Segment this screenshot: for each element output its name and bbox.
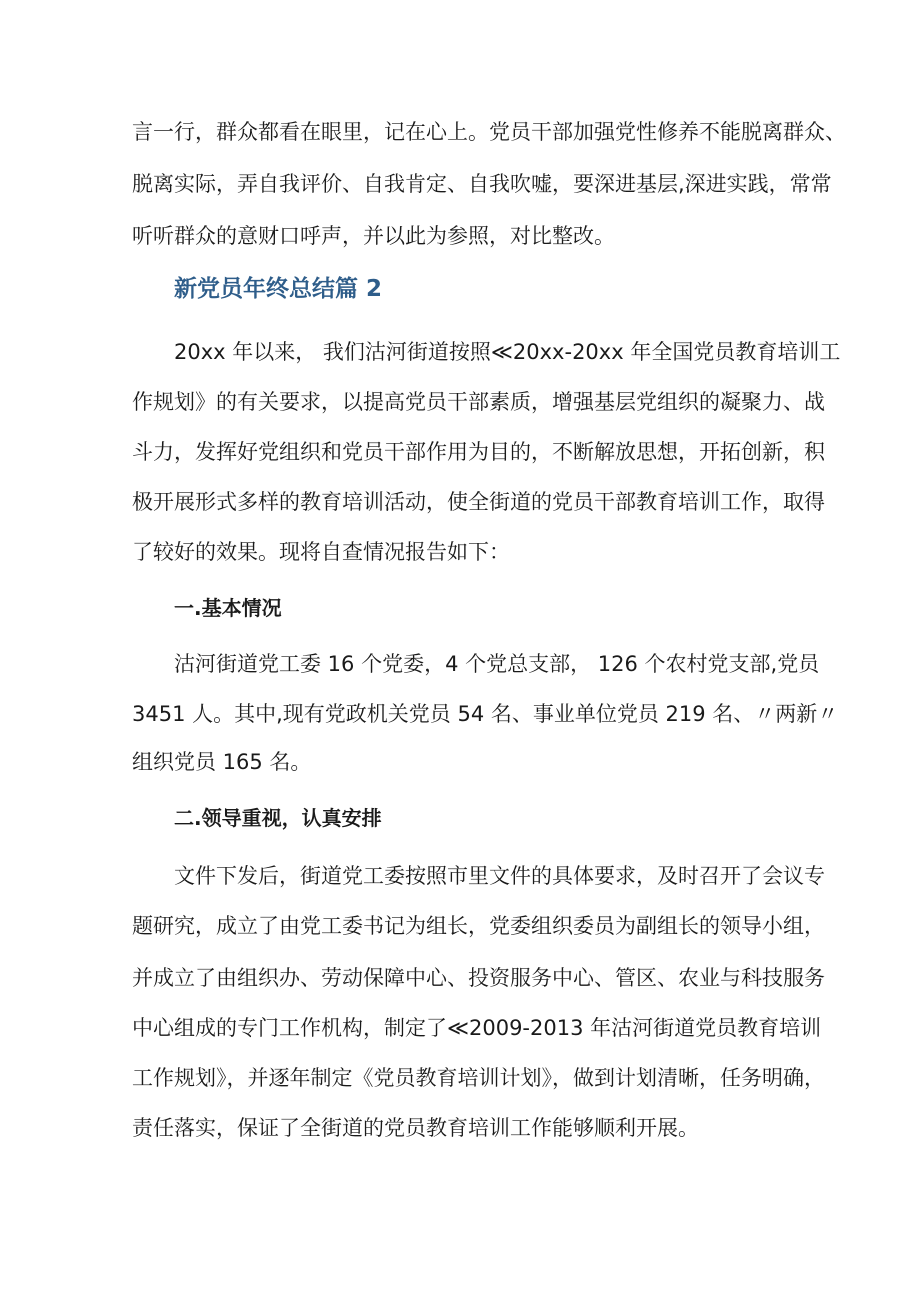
paragraph-line: 沽河街道党工委 16 个党委，4 个党总支部， 126 个农村党支部,党员 [174, 652, 820, 676]
paragraph-line: 题研究，成立了由党工委书记为组长，党委组织委员为副组长的领导小组， [132, 914, 825, 938]
section-heading-basic-situation: 一.基本情况 [174, 596, 282, 620]
paragraph-line: 言一行，群众都看在眼里，记在心上。党员干部加强党性修养不能脱离群众、 [132, 120, 846, 144]
paragraph-line: 责任落实，保证了全街道的党员教育培训工作能够顺利开展。 [132, 1116, 699, 1140]
section-title: 新党员年终总结篇 2 [174, 276, 383, 302]
paragraph-line: 工作规划》，并逐年制定《党员教育培训计划》，做到计划清晰，任务明确， [132, 1066, 825, 1090]
section-heading-leadership: 二.领导重视，认真安排 [174, 806, 382, 830]
paragraph-line: 听听群众的意财口呼声，并以此为参照，对比整改。 [132, 224, 615, 248]
paragraph-line: 20xx 年以来， 我们沽河街道按照≪20xx-20xx 年全国党员教育培训工 [174, 340, 841, 364]
paragraph-line: 组织党员 165 名。 [132, 750, 312, 774]
paragraph-line: 文件下发后，街道党工委按照市里文件的具体要求，及时召开了会议专 [174, 864, 825, 888]
paragraph-line: 作规划》的有关要求，以提高党员干部素质，增强基层党组织的凝聚力、战 [132, 390, 825, 414]
paragraph-line: 了较好的效果。现将自查情况报告如下： [132, 540, 510, 564]
paragraph-line: 脱离实际，弄自我评价、自我肯定、自我吹嘘，要深进基层,深进实践，常常 [132, 172, 832, 196]
paragraph-line: 斗力，发挥好党组织和党员干部作用为目的，不断解放思想，开拓创新，积 [132, 440, 825, 464]
paragraph-line: 3451 人。其中,现有党政机关党员 54 名、事业单位党员 219 名、〃两新〃 [132, 702, 839, 726]
paragraph-line: 极开展形式多样的教育培训活动，使全街道的党员干部教育培训工作，取得 [132, 490, 825, 514]
paragraph-line: 并成立了由组织办、劳动保障中心、投资服务中心、管区、农业与科技服务 [132, 966, 825, 990]
paragraph-line: 中心组成的专门工作机构，制定了≪2009-2013 年沽河街道党员教育培训 [132, 1016, 822, 1040]
